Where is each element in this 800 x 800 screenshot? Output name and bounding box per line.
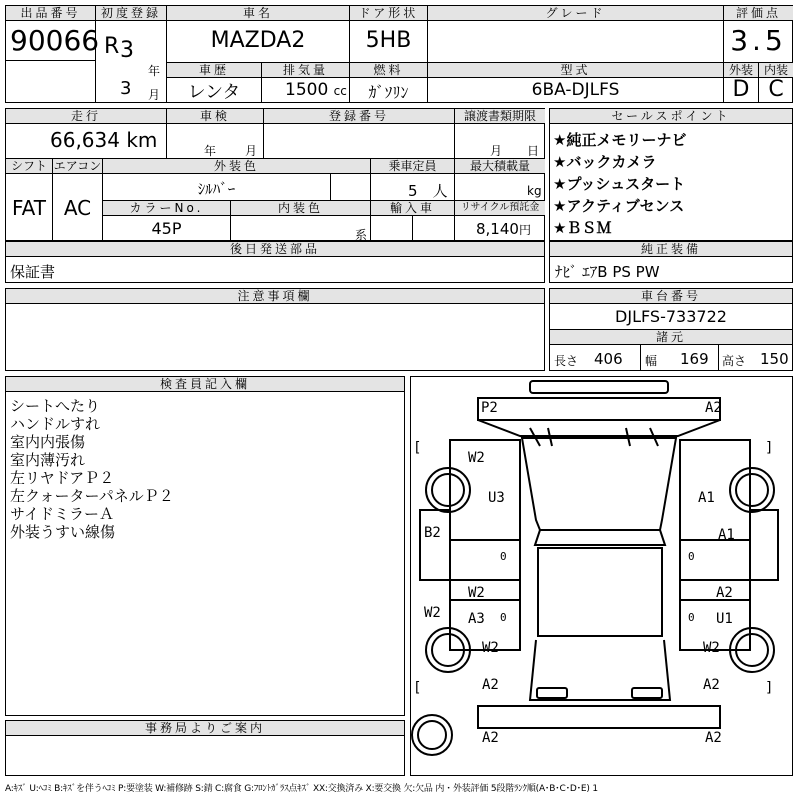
inspector-line: ハンドルすれ: [10, 415, 101, 433]
damage-mark: 0: [688, 611, 695, 624]
history-value: レンタ: [187, 82, 241, 103]
genuine-label: 純正装備: [550, 242, 792, 257]
colorno-label: カラーNo.: [103, 201, 230, 216]
mileage: 66,634 km: [50, 128, 158, 152]
shift-label: シフト: [6, 159, 52, 174]
later-parts-value: 保証書: [10, 263, 56, 281]
ext-grade: D: [732, 77, 750, 102]
displacement: 1500 cc: [285, 80, 347, 100]
damage-mark: A2: [482, 730, 499, 746]
damage-mark: [: [413, 440, 422, 456]
damage-mark: U1: [716, 611, 733, 627]
damage-mark: A2: [482, 677, 499, 693]
intcolor-label: 内装色: [231, 201, 370, 216]
fuel-value: ｶﾞｿﾘﾝ: [368, 83, 409, 102]
sales-point-item: ★純正メモリーナビ: [553, 131, 687, 149]
capacity-label: 乗車定員: [371, 159, 454, 174]
inspector-line: 左リヤドアＰ２: [10, 469, 115, 487]
transfer-day: 日: [527, 144, 540, 158]
reg-month: 3: [120, 78, 132, 99]
score-value: 3.5: [730, 24, 787, 57]
shift-value: FAT: [11, 196, 46, 220]
damage-mark: A2: [716, 585, 733, 601]
height-label: 高さ: [722, 354, 747, 368]
later-parts-label: 後日発送部品: [6, 242, 544, 257]
color-value: ｼﾙﾊﾞｰ: [197, 180, 236, 198]
door-label: ドア形状: [350, 6, 427, 21]
damage-mark: 0: [500, 611, 507, 624]
damage-mark: A3: [468, 611, 485, 627]
damage-mark: ]: [765, 680, 774, 696]
damage-mark: A2: [703, 677, 720, 693]
recycle: 8,140円: [476, 220, 531, 238]
length-label: 長さ: [554, 354, 579, 368]
sales-point-item: ★プッシュスタート: [553, 175, 686, 193]
ac-label: エアコン: [53, 159, 102, 173]
year-unit: 年: [148, 64, 161, 78]
inspector-line: 外装うすい線傷: [10, 523, 116, 541]
int-grade: C: [768, 77, 784, 102]
damage-mark: W2: [703, 640, 720, 656]
int-label: 内装: [759, 63, 793, 78]
dims-label: 諸元: [550, 330, 792, 345]
height-value: 150: [760, 350, 789, 368]
transfer-month: 月: [490, 144, 503, 158]
month-unit: 月: [148, 88, 161, 102]
era: R: [104, 34, 120, 59]
length-value: 406: [594, 350, 623, 368]
disp-label: 排気量: [262, 63, 349, 78]
office-label: 事務局よりご案内: [6, 721, 404, 736]
lot-label: 出品番号: [6, 6, 95, 21]
colorno-value: 45P: [151, 219, 182, 238]
damage-mark: W2: [468, 450, 485, 466]
sales-point-item: ★バックカメラ: [553, 153, 657, 171]
chassis-value: DJLFS-733722: [615, 307, 727, 326]
damage-mark: [: [413, 680, 422, 696]
sales-point-item: ★ＢＳＭ: [553, 219, 612, 237]
model-value: 6BA-DJLFS: [531, 80, 620, 100]
capacity: 5 人: [408, 182, 448, 200]
car-diagram: [410, 376, 793, 776]
damage-mark: A1: [698, 490, 715, 506]
damage-mark: P2: [481, 400, 498, 416]
color-label: 外装色: [103, 159, 370, 174]
damage-mark: B2: [424, 525, 441, 541]
first-reg-label: 初度登録: [96, 6, 166, 21]
door-type: 5HB: [365, 28, 412, 53]
damage-mark: A2: [705, 730, 722, 746]
ext-label: 外装: [724, 63, 758, 78]
import-label: 輸入車: [371, 201, 454, 216]
damage-mark: W2: [424, 605, 441, 621]
sales-point-item: ★アクティブセンス: [553, 197, 685, 215]
transfer-label: 譲渡書類期限: [455, 109, 545, 124]
model-label: 型式: [428, 63, 723, 78]
grade-label: グレード: [428, 6, 723, 21]
inspector-label: 検査員記入欄: [6, 377, 404, 392]
intcolor-unit: 系: [355, 228, 368, 242]
damage-mark: W2: [482, 640, 499, 656]
sales-points-label: セールスポイント: [550, 109, 792, 124]
notes-label: 注意事項欄: [6, 289, 544, 304]
damage-mark: A2: [705, 400, 722, 416]
inspection-label: 車検: [167, 109, 263, 124]
load-label: 最大積載量: [455, 159, 545, 174]
damage-mark: U3: [488, 490, 505, 506]
recycle-label: リサイクル預託金: [455, 201, 545, 216]
insp-month: 月: [245, 144, 258, 158]
inspector-line: シートへたり: [10, 397, 101, 415]
insp-year: 年: [204, 144, 217, 158]
damage-mark: 0: [500, 550, 507, 563]
regno-label: 登録番号: [264, 109, 454, 124]
damage-mark: W2: [468, 585, 485, 601]
lot-number: 90066: [10, 24, 100, 57]
inspector-line: 室内薄汚れ: [10, 451, 86, 469]
width-value: 169: [680, 350, 709, 368]
reg-year: 3: [120, 38, 134, 63]
car-name: MAZDA2: [210, 28, 306, 53]
history-label: 車歴: [167, 63, 261, 78]
damage-mark: A1: [718, 527, 735, 543]
legend: A:ｷｽﾞ U:ﾍｺﾐ B:ｷｽﾞを伴うﾍｺﾐ P:要塗装 W:補修跡 S:錆 C:腐食 G:ﾌﾛﾝﾄｶﾞﾗｽ点ｷｽﾞ XX:交換済み X:要交換 欠:欠品 内・外装評価 5段階ﾗﾝｸ順(A･B･C･D･E) 1: [5, 784, 598, 794]
mileage-label: 走行: [6, 109, 166, 124]
damage-mark: ]: [765, 440, 774, 456]
fuel-label: 燃料: [350, 63, 427, 78]
score-label: 評価点: [724, 6, 793, 21]
width-label: 幅: [645, 354, 658, 368]
inspector-line: サイドミラーＡ: [10, 505, 114, 523]
inspector-line: 室内内張傷: [10, 433, 86, 451]
inspector-line: 左クォーターパネルＰ２: [10, 487, 174, 505]
name-label: 車名: [167, 6, 349, 21]
genuine-value: ﾅﾋﾞ ｴｱB PS PW: [555, 263, 660, 281]
ac-value: AC: [63, 196, 92, 220]
load-unit: kg: [527, 184, 542, 198]
damage-mark: 0: [688, 550, 695, 563]
chassis-label: 車台番号: [550, 289, 792, 304]
